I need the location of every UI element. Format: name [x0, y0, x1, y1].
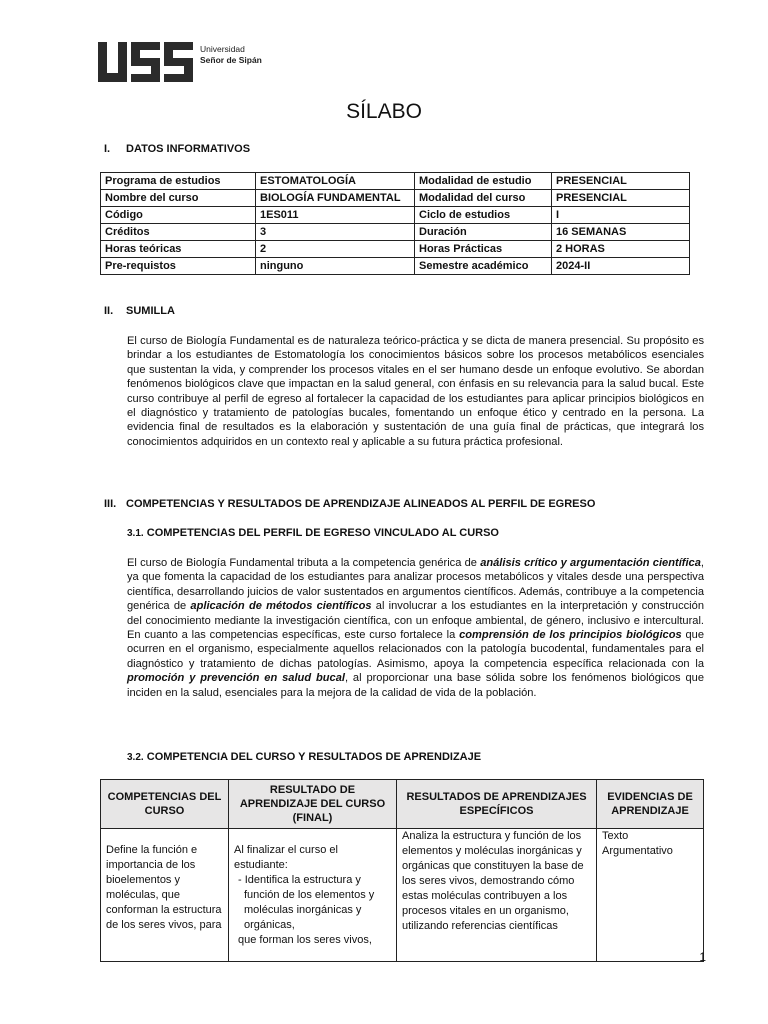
section-2-number: II.: [104, 305, 114, 317]
resultado-bullet: - Identifica la estructura y función de los elementos y moléculas inorgánicas y orgánicas,: [238, 874, 375, 931]
info-label: Créditos: [101, 224, 256, 241]
info-value: 2: [256, 241, 415, 258]
logo-line-2: Señor de Sipán: [200, 55, 262, 65]
section-3-title: COMPETENCIAS Y RESULTADOS DE APRENDIZAJE ALINEADOS AL PERFIL DE EGRESO: [126, 498, 596, 510]
p31-emphasis-3: comprensión de los principios biológicos: [459, 629, 682, 642]
cell-competencia: Define la función e importancia de los bioelementos y moléculas, que conforman la estructura de los seres vivos, para: [101, 829, 229, 962]
page-title: SÍLABO: [346, 100, 422, 123]
info-label: Semestre académico: [415, 258, 552, 275]
cell-resultados-especificos: Analiza la estructura y función de los elementos y moléculas inorgánicas y orgánicas que constituyen la base de los seres vivos, demostrando cómo estas moléculas contribuyen a los procesos vitales en un organismo, utilizando referencias científicas: [397, 829, 597, 962]
competencias-header-row: [101, 780, 704, 829]
info-label: Programa de estudios: [101, 173, 256, 190]
header-evidencias: EVIDENCIAS DE APRENDIZAJE: [597, 780, 704, 829]
info-label: Ciclo de estudios: [415, 207, 552, 224]
section-3-number: III.: [104, 498, 117, 510]
subsection-3-1-title: COMPETENCIAS DEL PERFIL DE EGRESO VINCULADO AL CURSO: [146, 527, 499, 539]
cell-evidencias: Texto Argumentativo: [597, 829, 704, 962]
info-label: Horas Prácticas: [415, 241, 552, 258]
p31-text-2: , ya que fomenta la capacidad de los estudiantes para analizar procesos metabólicos y vitales desde una perspectiva científica, desarrollando juicios de valor sustentados en argumentos científicos. Además, contribuye a la competencia genérica de: [127, 557, 704, 613]
competencias-paragraph: [127, 556, 704, 700]
logo-subtitle: [200, 44, 262, 66]
header-resultado-final: RESULTADO DE APRENDIZAJE DEL CURSO (FINAL): [229, 780, 397, 829]
info-row: [101, 241, 690, 258]
info-value: ninguno: [256, 258, 415, 275]
p31-text-1: El curso de Biología Fundamental tributa a la competencia genérica de: [127, 557, 481, 569]
section-1-number: I.: [104, 143, 111, 155]
info-label: Nombre del curso: [101, 190, 256, 207]
p31-emphasis-1: análisis crítico y argumentación científica: [480, 557, 701, 569]
info-row: [101, 173, 690, 190]
subsection-3-1-number: 3.1.: [127, 528, 144, 539]
resultado-intro: Al finalizar el curso el estudiante:: [234, 844, 338, 871]
page-number: 1: [699, 950, 706, 964]
p31-text-5: , al proporcionar una base sólida sobre los fenómenos biológicos que inciden en la salud, esenciales para la mejora de la calidad de vida de la población.: [127, 672, 704, 699]
info-value: PRESENCIAL: [552, 190, 690, 207]
uss-logo: [98, 42, 194, 84]
info-value: 2 HORAS: [552, 241, 690, 258]
info-value: 16 SEMANAS: [552, 224, 690, 241]
info-row: [101, 224, 690, 241]
info-value: 1ES011: [256, 207, 415, 224]
info-row: [101, 207, 690, 224]
p31-emphasis-2: aplicación de métodos científicos: [190, 600, 372, 613]
competencias-table: [100, 779, 704, 962]
info-label: Modalidad de estudio: [415, 173, 552, 190]
header-resultados-especificos: RESULTADOS DE APRENDIZAJES ESPECÍFICOS: [397, 780, 597, 829]
sumilla-paragraph: El curso de Biología Fundamental es de naturaleza teórico-práctica y se dicta de manera presencial. Su propósito es brindar a los estudiantes de Estomatología los conocimientos básicos sobre los procesos metabólicos esenciales que sustentan la vida, y comprender los procesos vitales en el ser humano desde un enfoque evolutivo. Se abordan fenómenos biológicos clave que impactan en la salud general, con énfasis en su relevancia para la salud bucal. Este curso contribuye al perfil de egreso al fortalecer la capacidad de los estudiantes para aplicar principios biológicos en el diagnóstico y tratamiento de patologías bucales, fomentando un enfoque ético y centrado en la persona. La evidencia final de resultados es la elaboración y sustentación de una guía final de prácticas, que integrará los conocimientos adquiridos en un contexto real y aplicable a su futura práctica profesional.: [127, 335, 704, 448]
info-label: Modalidad del curso: [415, 190, 552, 207]
info-value: 3: [256, 224, 415, 241]
section-2-title: SUMILLA: [126, 305, 175, 317]
p31-text-4: que ocurren en el organismo, especialmente aquellos relacionados con la patología bucodental, fundamentales para el diagnóstico y tratamiento de dichas patologías. Asimismo, apoya la competencia específica relacionada con la: [127, 629, 705, 670]
info-label: Pre-requistos: [101, 258, 256, 275]
info-row: [101, 258, 690, 275]
subsection-3-2-title: COMPETENCIA DEL CURSO Y RESULTADOS DE APRENDIZAJE: [146, 751, 482, 763]
info-label: Horas teóricas: [101, 241, 256, 258]
cell-resultado-final: [229, 829, 397, 962]
logo-line-1: Universidad: [200, 44, 245, 54]
section-3-heading: [104, 498, 595, 510]
info-value: BIOLOGÍA FUNDAMENTAL: [256, 190, 415, 207]
section-2-heading: [104, 305, 175, 317]
info-value: ESTOMATOLOGÍA: [256, 173, 415, 190]
info-value: 2024-II: [552, 258, 690, 275]
section-1-heading: [104, 143, 250, 155]
info-label: Código: [101, 207, 256, 224]
resultado-tail: que forman los seres vivos,: [238, 934, 372, 946]
subsection-3-2-heading: [127, 751, 481, 763]
table-row: [101, 829, 704, 962]
info-value: PRESENCIAL: [552, 173, 690, 190]
info-label: Duración: [415, 224, 552, 241]
info-table: [100, 172, 690, 275]
subsection-3-1-heading: [127, 527, 499, 539]
p31-text-3: al involucrar a los estudiantes en la interpretación y construcción del conocimiento mediante la investigación científica, con un enfoque ambiental, de género, inclusivo e intercultural. En cuanto a las competencias específicas, este curso fortalece la: [127, 600, 704, 642]
header-competencias: COMPETENCIAS DEL CURSO: [101, 780, 229, 829]
info-row: [101, 190, 690, 207]
p31-emphasis-4: promoción y prevención en salud bucal: [127, 672, 345, 685]
info-value: I: [552, 207, 690, 224]
section-1-title: DATOS INFORMATIVOS: [126, 143, 251, 155]
subsection-3-2-number: 3.2.: [127, 752, 144, 763]
